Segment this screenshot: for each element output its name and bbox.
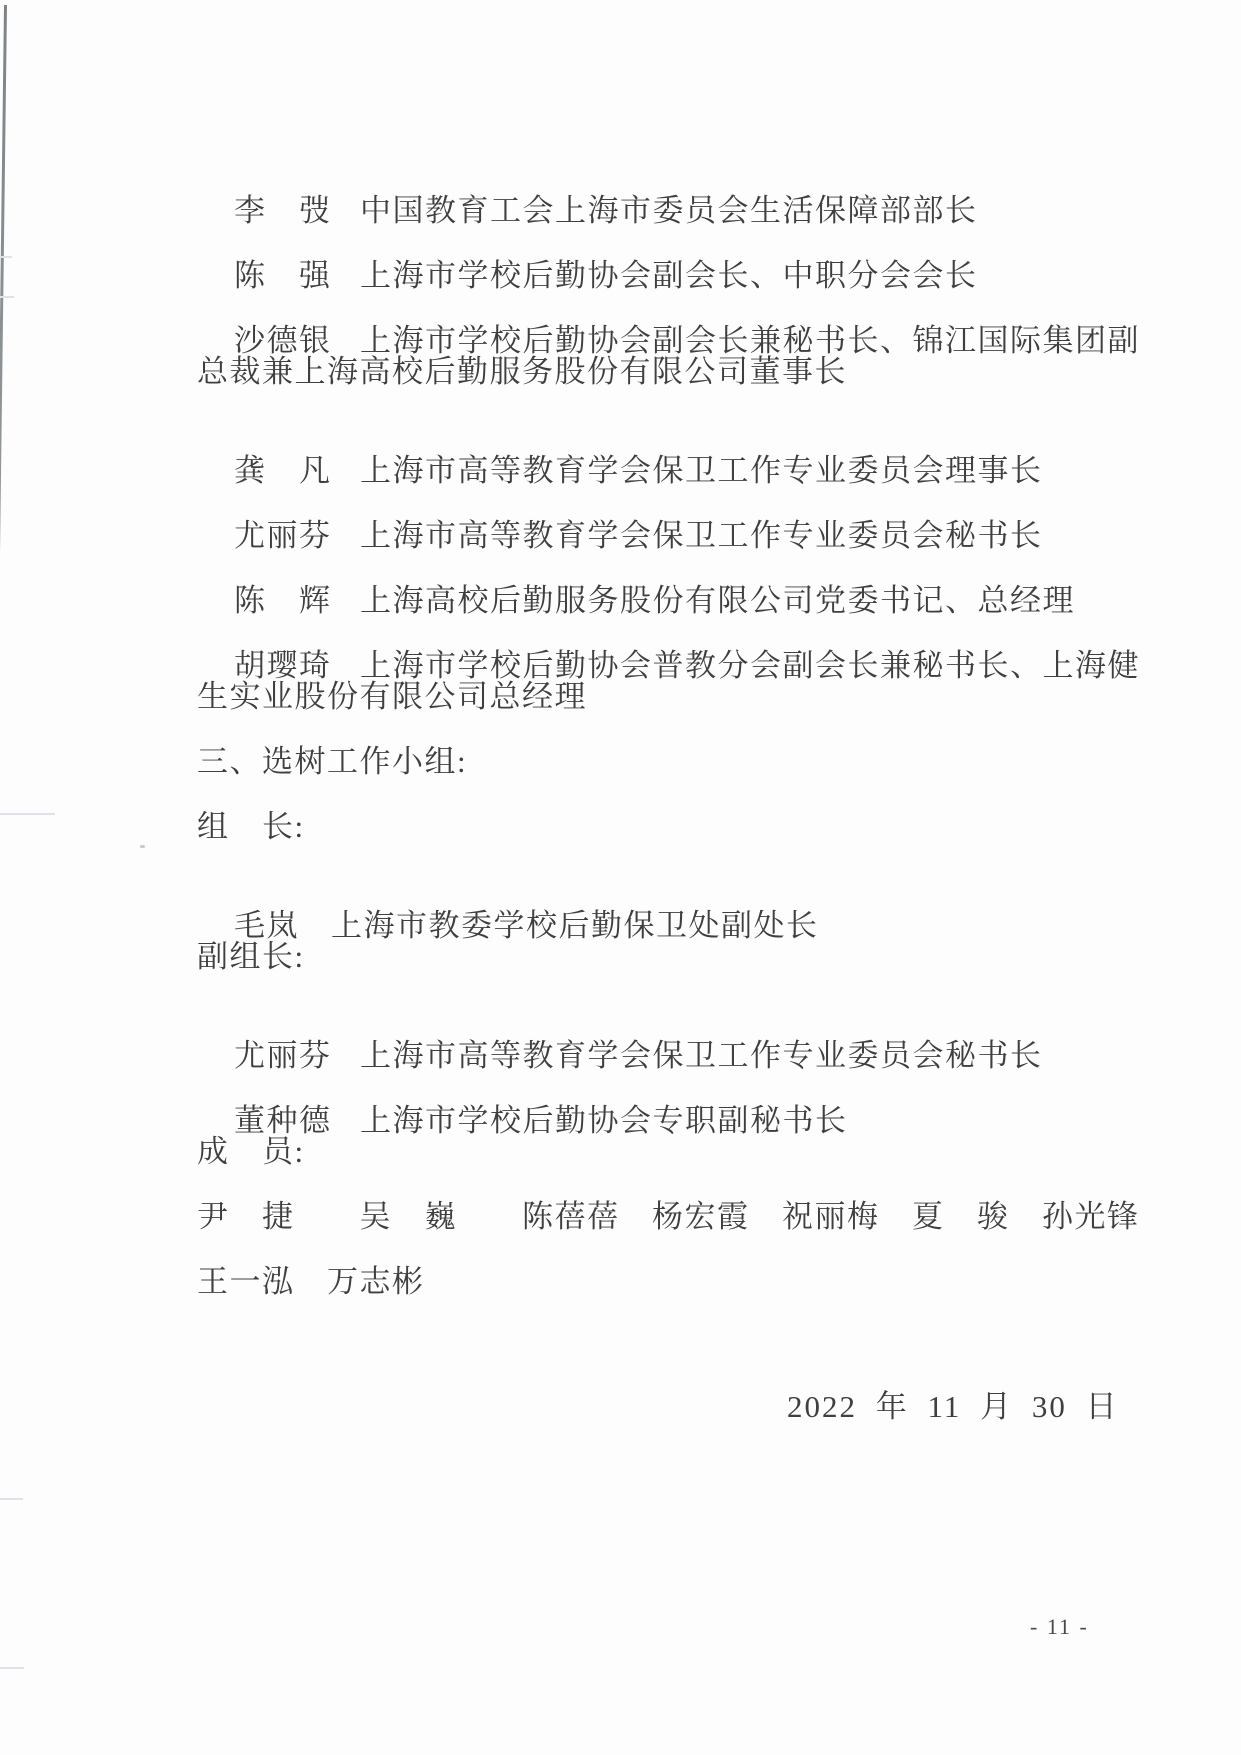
roster-continuation-line: 生实业股份有限公司总经理	[197, 679, 587, 714]
person-name: 陈 辉	[234, 583, 332, 618]
section-heading: 三、选树工作小组:	[197, 744, 468, 779]
person-name: 尤丽芬	[234, 1038, 332, 1073]
person-title: 上海高校后勤服务股份有限公司党委书记、总经理	[360, 583, 1075, 618]
scan-artifact-line	[0, 296, 14, 298]
person-name: 胡璎琦	[234, 648, 332, 683]
person-name: 龚 凡	[234, 453, 332, 488]
members-row: 王一泓 万志彬	[197, 1264, 425, 1299]
person-title: 上海市教委学校后勤保卫处副处长	[331, 908, 819, 943]
scan-artifact-speck	[140, 845, 145, 848]
person-title: 上海市高等教育学会保卫工作专业委员会秘书长	[360, 1038, 1043, 1073]
members-row: 尹 捷 吴 巍 陈蓓蓓 杨宏霞 祝丽梅 夏 骏 孙光锋	[197, 1199, 1140, 1234]
person-name: 沙德银	[234, 323, 332, 358]
scan-artifact-line	[0, 1667, 24, 1669]
scan-artifact-line	[0, 813, 55, 815]
person-name: 李 弢	[234, 193, 332, 228]
scan-artifact-vertical-line	[0, 5, 7, 1745]
person-title: 上海市学校后勤协会专职副秘书长	[360, 1103, 848, 1138]
person-title: 上海市高等教育学会保卫工作专业委员会理事长	[360, 453, 1043, 488]
person-name: 毛岚	[234, 908, 299, 943]
group-leader-label: 组 长:	[197, 809, 305, 844]
roster-continuation-line: 总裁兼上海高校后勤服务股份有限公司董事长	[197, 354, 847, 389]
person-name: 陈 强	[234, 258, 332, 293]
person-title: 上海市学校后勤协会副会长兼秘书长、锦江国际集团副	[360, 323, 1140, 358]
person-name: 董种德	[234, 1103, 332, 1138]
person-title: 上海市学校后勤协会普教分会副会长兼秘书长、上海健	[360, 648, 1140, 683]
page-number: - 11 -	[1030, 1614, 1089, 1639]
document-date: 2022 年 11 月 30 日	[787, 1389, 1119, 1424]
person-title: 上海市高等教育学会保卫工作专业委员会秘书长	[360, 518, 1043, 553]
scan-artifact-line	[0, 1498, 23, 1500]
scan-artifact-line	[0, 256, 12, 258]
person-title: 中国教育工会上海市委员会生活保障部部长	[360, 193, 978, 228]
person-name: 尤丽芬	[234, 518, 332, 553]
deputy-leader-label: 副组长:	[197, 939, 305, 974]
members-label: 成 员:	[197, 1134, 305, 1169]
person-title: 上海市学校后勤协会副会长、中职分会会长	[360, 258, 978, 293]
